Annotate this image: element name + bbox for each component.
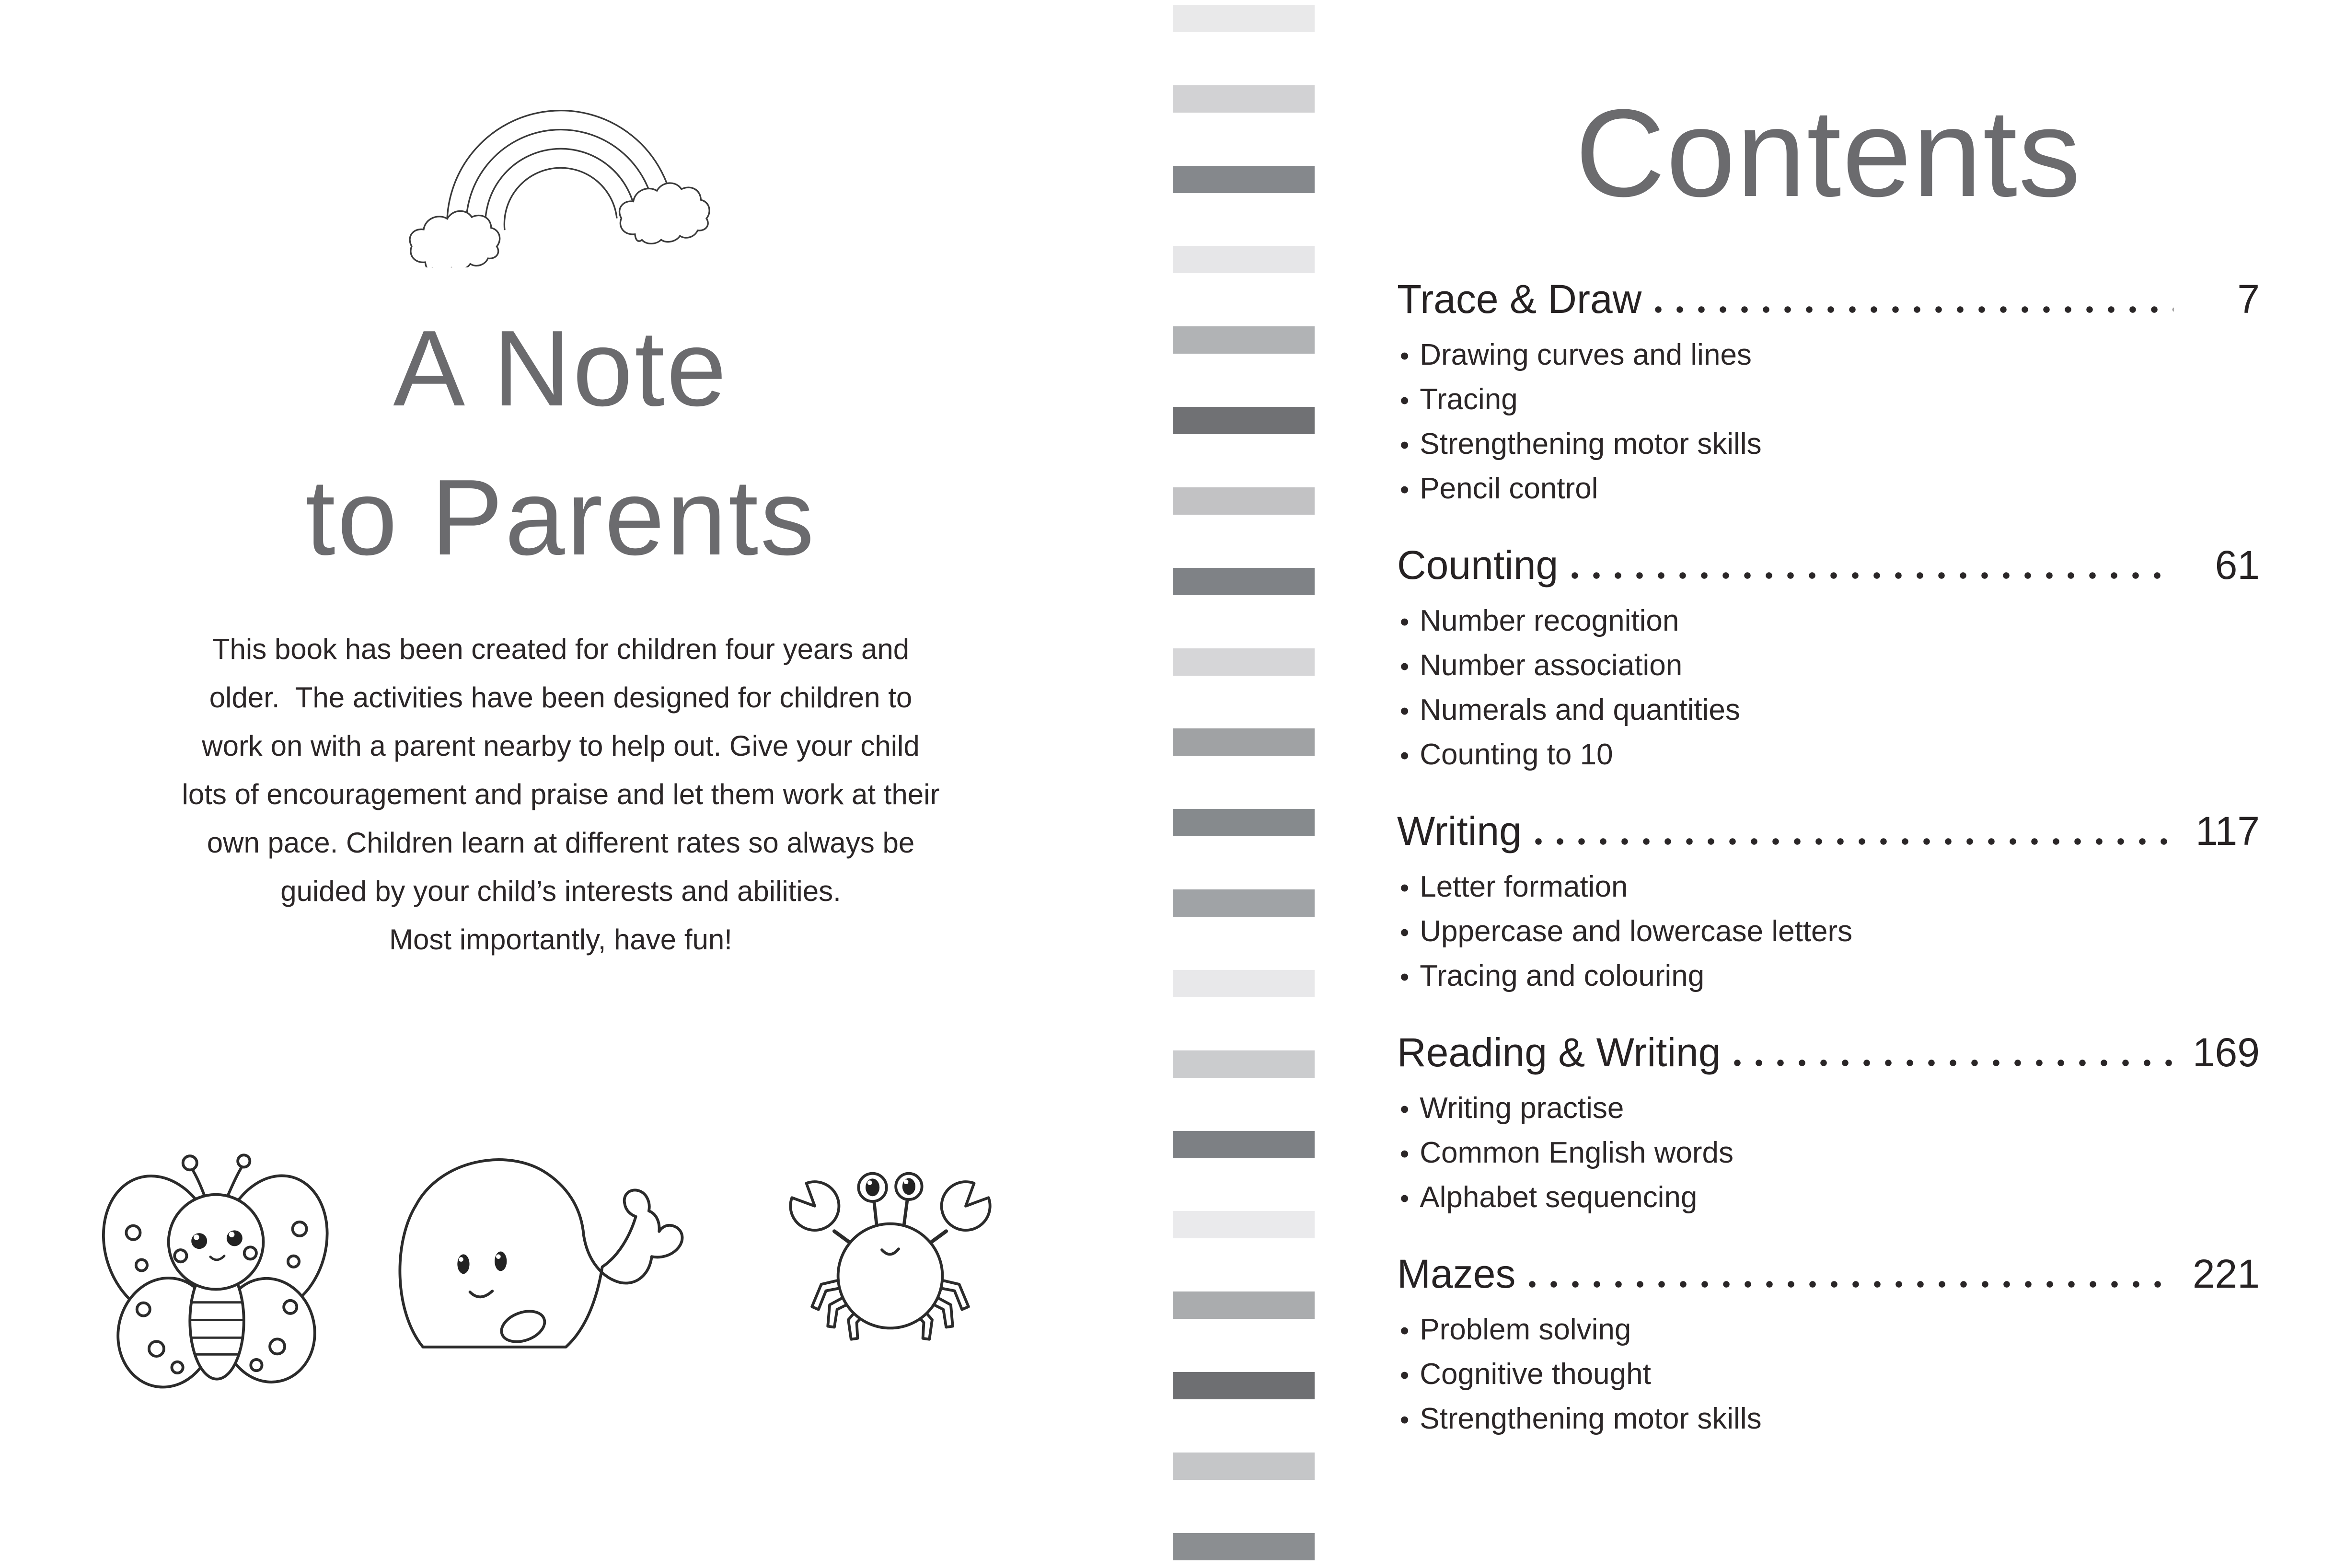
- binding-bar: [1173, 487, 1315, 515]
- paragraph-line: This book has been created for children four years and: [212, 633, 910, 665]
- bullet-dot-icon: •: [1400, 1315, 1410, 1345]
- note-title-line1: A Note: [393, 308, 728, 428]
- toc-page-number: 117: [2196, 808, 2260, 853]
- bullet-text: Counting to 10: [1420, 738, 1613, 771]
- bullet-text: Pencil control: [1420, 472, 1598, 505]
- toc: [1397, 272, 2260, 1441]
- toc-bullet-item: [1397, 1352, 2260, 1397]
- binding-bar: [1173, 326, 1315, 354]
- paragraph-line: guided by your child’s interests and abilities.: [280, 875, 841, 907]
- bullet-text: Strengthening motor skills: [1420, 427, 1762, 461]
- bullet-dot-icon: •: [1400, 430, 1410, 460]
- toc-section: [1397, 272, 2260, 511]
- binding-bar: [1173, 1131, 1315, 1158]
- toc-bullet-list: [1397, 599, 2260, 777]
- toc-section: [1397, 538, 2260, 777]
- toc-heading-row: [1397, 538, 2260, 592]
- toc-page-number: 61: [2215, 542, 2260, 588]
- toc-section: [1397, 1247, 2260, 1441]
- binding-bar: [1173, 1453, 1315, 1480]
- toc-bullet-item: [1397, 1131, 2260, 1176]
- toc-dot-leader: [1655, 306, 2173, 313]
- bullet-dot-icon: •: [1400, 1094, 1410, 1124]
- toc-page-number: 169: [2192, 1030, 2260, 1075]
- bullet-dot-icon: •: [1400, 917, 1410, 947]
- binding-bar: [1173, 648, 1315, 676]
- toc-bullet-list: [1397, 1086, 2260, 1220]
- binding-bar: [1173, 1211, 1315, 1238]
- bullet-text: Cognitive thought: [1420, 1358, 1651, 1391]
- toc-bullet-item: [1397, 422, 2260, 467]
- binding-bar: [1173, 407, 1315, 434]
- toc-heading-row: [1397, 1026, 2260, 1080]
- bullet-dot-icon: •: [1400, 1139, 1410, 1168]
- binding-bar: [1173, 568, 1315, 595]
- binding-bar: [1173, 809, 1315, 836]
- toc-section-label: Trace & Draw: [1397, 277, 1642, 322]
- bullet-dot-icon: •: [1400, 607, 1410, 636]
- binding-bar: [1173, 970, 1315, 997]
- toc-heading-row: [1397, 272, 2260, 326]
- animal-illustrations-row: [101, 1098, 1021, 1405]
- rainbow-icon: [405, 72, 717, 267]
- bullet-text: Tracing and colouring: [1420, 959, 1705, 992]
- toc-bullet-list: [1397, 865, 2260, 999]
- toc-bullet-list: [1397, 1308, 2260, 1441]
- bullet-dot-icon: •: [1400, 1360, 1410, 1390]
- contents-title: Contents: [1575, 84, 2082, 223]
- toc-bullet-item: [1397, 1176, 2260, 1220]
- crab-icon: [760, 1151, 1021, 1351]
- bullet-dot-icon: •: [1400, 385, 1410, 415]
- toc-dot-leader: [1535, 838, 2173, 845]
- binding-bar: [1173, 1533, 1315, 1560]
- toc-section: [1397, 804, 2260, 999]
- toc-bullet-item: [1397, 910, 2260, 954]
- paragraph-line: work on with a parent nearby to help out. Give your child: [202, 730, 920, 762]
- binding-bar: [1173, 246, 1315, 273]
- toc-bullet-item: [1397, 733, 2260, 777]
- toc-dot-leader: [1529, 1281, 2173, 1288]
- bullet-text: Problem solving: [1420, 1313, 1631, 1346]
- bullet-text: Drawing curves and lines: [1420, 338, 1752, 371]
- butterfly-icon: [101, 1098, 333, 1405]
- binding-bar: [1173, 166, 1315, 193]
- toc-section-label: Writing: [1397, 808, 1522, 853]
- binding-bar: [1173, 889, 1315, 917]
- toc-bullet-item: [1397, 1086, 2260, 1131]
- bullet-dot-icon: •: [1400, 696, 1410, 726]
- paragraph-line: lots of encouragement and praise and let them work at their: [182, 778, 940, 810]
- toc-bullet-item: [1397, 644, 2260, 688]
- bullet-text: Number association: [1420, 649, 1683, 682]
- bullet-text: Common English words: [1420, 1136, 1733, 1169]
- binding-bar: [1173, 1372, 1315, 1399]
- bullet-dot-icon: •: [1400, 962, 1410, 992]
- paragraph-line: own pace. Children learn at different rates so always be: [207, 827, 915, 859]
- binding-bar: [1173, 1050, 1315, 1078]
- binding-bar: [1173, 1291, 1315, 1319]
- toc-bullet-item: [1397, 954, 2260, 999]
- binding-bar: [1173, 85, 1315, 113]
- binding-bar: [1173, 728, 1315, 756]
- toc-bullet-item: [1397, 378, 2260, 422]
- toc-section: [1397, 1026, 2260, 1220]
- toc-page-number: 7: [2237, 277, 2260, 322]
- toc-section-label: Mazes: [1397, 1251, 1516, 1296]
- note-page: [0, 0, 1121, 1568]
- toc-page-number: 221: [2192, 1251, 2260, 1296]
- toc-section-label: Reading & Writing: [1397, 1030, 1721, 1075]
- whale-icon: [379, 1142, 714, 1361]
- bullet-dot-icon: •: [1400, 651, 1410, 681]
- bullet-text: Numerals and quantities: [1420, 693, 1740, 726]
- note-title-line2: to Parents: [305, 456, 816, 577]
- binding-bar: [1173, 5, 1315, 32]
- toc-bullet-item: [1397, 333, 2260, 378]
- bullet-text: Number recognition: [1420, 604, 1679, 637]
- paragraph-line: older. The activities have been designed for children to: [209, 681, 913, 714]
- bullet-dot-icon: •: [1400, 341, 1410, 370]
- bullet-text: Tracing: [1420, 383, 1518, 416]
- bullet-dot-icon: •: [1400, 474, 1410, 504]
- contents-page: [1397, 0, 2260, 1568]
- bullet-text: Strengthening motor skills: [1420, 1402, 1762, 1435]
- note-title: [305, 294, 816, 591]
- toc-bullet-item: [1397, 865, 2260, 910]
- toc-bullet-item: [1397, 599, 2260, 644]
- toc-bullet-list: [1397, 333, 2260, 511]
- bullet-dot-icon: •: [1400, 740, 1410, 770]
- toc-dot-leader: [1572, 572, 2173, 579]
- toc-heading-row: [1397, 1247, 2260, 1301]
- binding-strip: [1173, 0, 1315, 1568]
- bullet-text: Writing practise: [1420, 1092, 1624, 1125]
- toc-bullet-item: [1397, 1308, 2260, 1352]
- bullet-text: Alphabet sequencing: [1420, 1181, 1698, 1214]
- note-paragraph: [182, 625, 940, 964]
- bullet-text: Uppercase and lowercase letters: [1420, 915, 1853, 948]
- toc-heading-row: [1397, 804, 2260, 858]
- bullet-dot-icon: •: [1400, 1405, 1410, 1434]
- bullet-dot-icon: •: [1400, 873, 1410, 902]
- bullet-text: Letter formation: [1420, 870, 1628, 903]
- toc-dot-leader: [1734, 1060, 2173, 1066]
- toc-bullet-item: [1397, 688, 2260, 733]
- paragraph-line: Most importantly, have fun!: [389, 923, 732, 956]
- toc-bullet-item: [1397, 1397, 2260, 1441]
- toc-section-label: Counting: [1397, 542, 1559, 588]
- toc-bullet-item: [1397, 467, 2260, 511]
- bullet-dot-icon: •: [1400, 1183, 1410, 1213]
